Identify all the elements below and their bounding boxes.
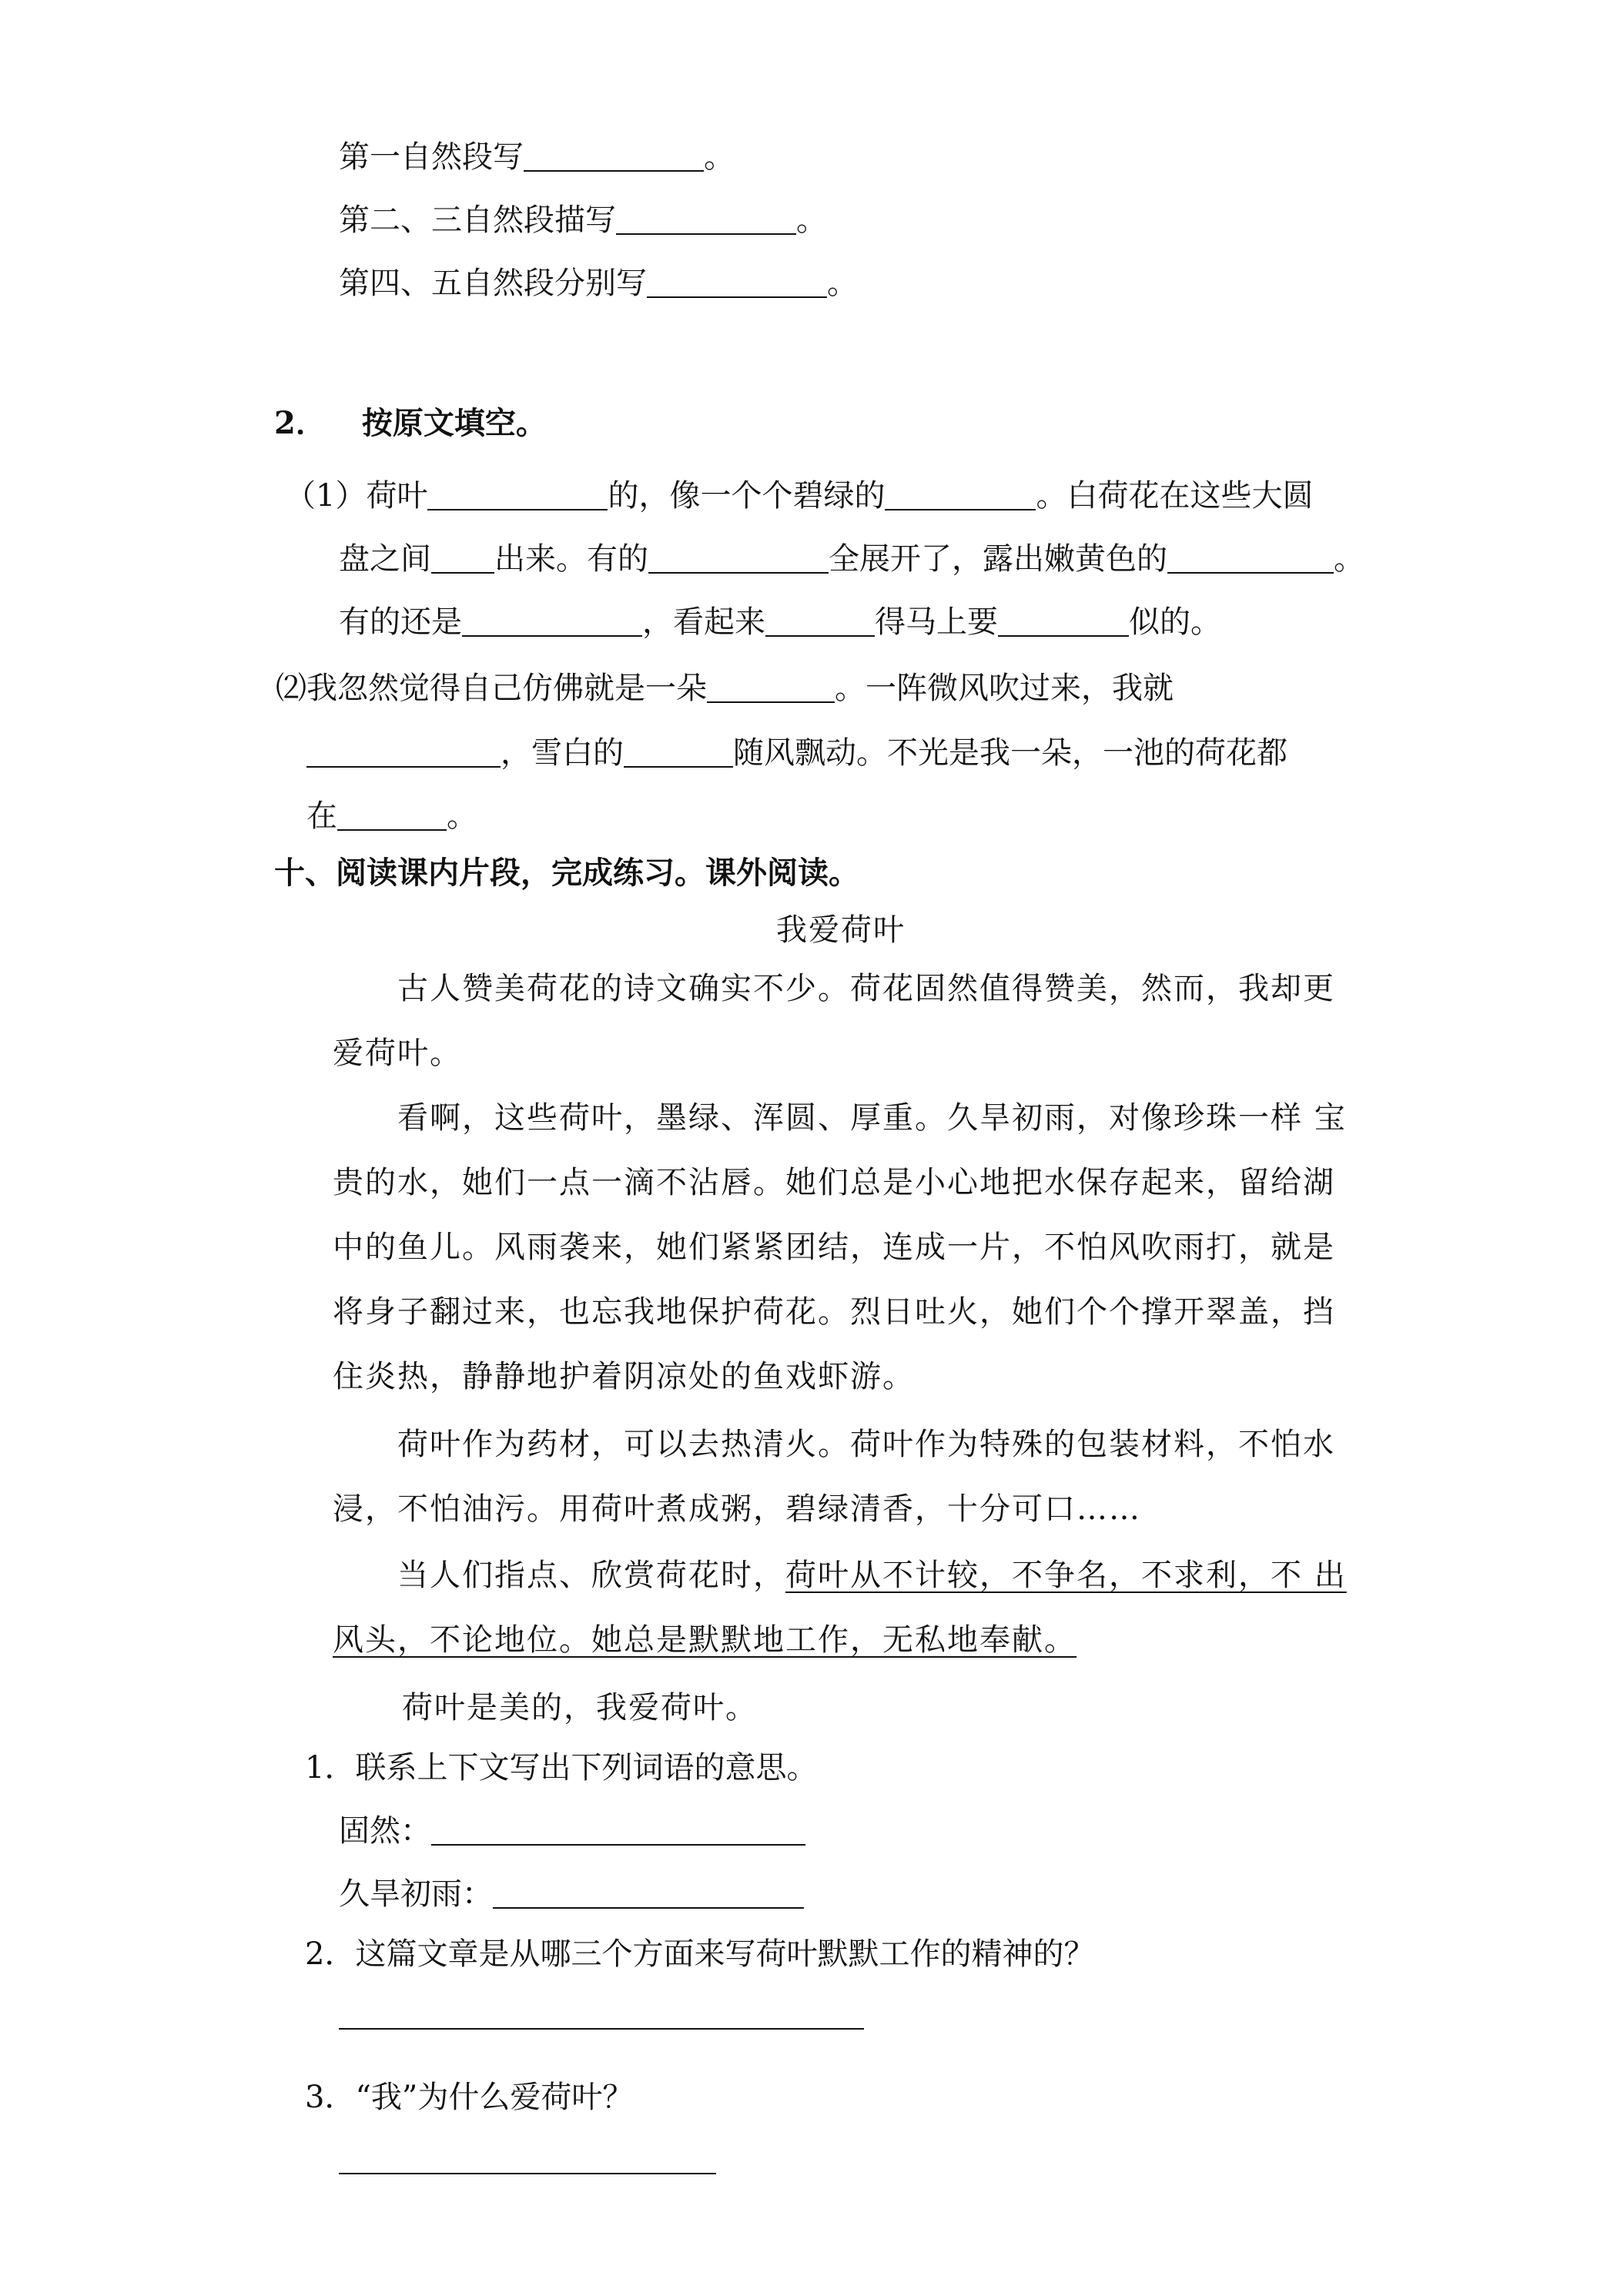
article-line: 住炎热，静静地护着阴凉处的鱼戏虾游。 [333, 1359, 915, 1394]
fill-text: 在 [306, 798, 337, 834]
answer-blank[interactable] [998, 604, 1129, 637]
fill-text: 全展开了，露出嫩黄色的 [829, 541, 1167, 577]
answer-blank[interactable] [427, 478, 608, 510]
part1-line-1 [339, 136, 735, 179]
fill-text: 似的。 [1129, 604, 1221, 640]
part1-line-1-text: 第一自然段写 [339, 139, 524, 175]
answer-blank[interactable] [431, 541, 494, 574]
fill-text: （1）荷叶 [285, 478, 428, 514]
fill-text: ，雪白的 [501, 735, 624, 771]
article-title: 我爱荷叶 [776, 912, 906, 948]
q2-number: 2． [274, 405, 326, 441]
article-line: 贵的水，她们一点一滴不沾唇。她们总是小心地把水保存起来，留给湖 [333, 1165, 1335, 1200]
answer-blank[interactable] [647, 266, 827, 298]
underlined-sentence-cont: 风头，不论地位。她总是默默地工作，无私地奉献。 [333, 1622, 1077, 1658]
question-1a-label: 固然： [339, 1813, 431, 1849]
fill-text: 的，像一个个碧绿的 [608, 478, 886, 514]
answer-line[interactable] [339, 2173, 716, 2174]
part1-line-3 [339, 262, 858, 305]
part1-line-1-end: 。 [704, 139, 735, 175]
article-line: 看啊，这些荷叶，墨绿、浑圆、厚重。久旱初雨，对像珍珠一样 宝 [397, 1100, 1347, 1136]
answer-blank[interactable] [493, 1876, 804, 1909]
answer-blank[interactable] [885, 478, 1036, 510]
fill-text: 。一阵微风吹过来，我就 [835, 671, 1174, 706]
answer-blank[interactable] [616, 202, 796, 235]
q2-p1-line-1 [285, 474, 1313, 517]
answer-blank[interactable] [306, 735, 501, 768]
answer-blank[interactable] [431, 1813, 805, 1846]
answer-blank[interactable] [337, 798, 447, 831]
underlined-sentence: 荷叶从不计较，不争名，不求利，不 出 [785, 1558, 1347, 1593]
answer-blank[interactable] [1167, 541, 1334, 574]
question-1: 1．联系上下文写出下列词语的意思。 [305, 1750, 818, 1786]
answer-blank[interactable] [765, 604, 875, 637]
part1-line-2 [339, 199, 827, 242]
answer-blank[interactable] [462, 604, 642, 637]
q2-p2-line-2 [306, 731, 1287, 775]
fill-text: 盘之间 [339, 541, 431, 577]
part1-line-2-end: 。 [796, 202, 827, 238]
article-line: 爱荷叶。 [333, 1036, 462, 1071]
article-line: 将身子翻过来，也忘我地保护荷花。烈日吐火，她们个个撑开翠盖，挡 [333, 1294, 1335, 1330]
answer-blank[interactable] [624, 735, 733, 768]
fill-text: ⑵我忽然觉得自己仿佛就是一朵 [276, 671, 707, 706]
fill-text: 。 [447, 798, 477, 834]
question-3: 3．“我”为什么爱荷叶？ [305, 2080, 634, 2115]
q2-heading [274, 402, 547, 445]
fill-text: 有的还是 [339, 604, 462, 640]
answer-line[interactable] [339, 2028, 864, 2030]
q2-p2-line-1 [276, 667, 1174, 710]
part1-line-3-text: 第四、五自然段分别写 [339, 266, 647, 301]
question-2: 2．这篇文章是从哪三个方面来写荷叶默默工作的精神的？ [305, 1936, 1095, 1972]
fill-text: ，看起来 [642, 604, 765, 640]
article-line [333, 1618, 1077, 1662]
question-1b [339, 1873, 804, 1916]
q2-title: 按原文填空。 [361, 405, 547, 441]
question-1a [339, 1809, 805, 1853]
q2-p2-line-3 [306, 795, 477, 838]
q2-p1-line-3 [339, 601, 1221, 644]
q2-p1-line-2 [339, 537, 1364, 581]
part1-line-2-text: 第二、三自然段描写 [339, 202, 616, 238]
article-closing: 荷叶是美的，我爱荷叶。 [402, 1690, 758, 1725]
article-line [397, 1554, 1347, 1597]
article-lead: 当人们指点、欣赏荷花时， [397, 1558, 785, 1593]
answer-blank[interactable] [524, 139, 704, 172]
fill-text: 。白荷花在这些大圆 [1036, 478, 1314, 514]
answer-blank[interactable] [707, 671, 835, 703]
article-line: 浸，不怕油污。用荷叶煮成粥，碧绿清香，十分可口…… [333, 1491, 1141, 1527]
fill-text: 随风飘动。不光是我一朵，一池的荷花都 [733, 735, 1287, 771]
part1-line-3-end: 。 [827, 266, 858, 301]
article-line: 古人赞美荷花的诗文确实不少。荷花固然值得赞美，然而，我却更 [397, 971, 1335, 1006]
article-line: 中的鱼儿。风雨袭来，她们紧紧团结，连成一片，不怕风吹雨打，就是 [333, 1230, 1335, 1265]
article-line: 荷叶作为药材，可以去热清火。荷叶作为特殊的包装材料，不怕水 [397, 1427, 1335, 1462]
answer-blank[interactable] [648, 541, 829, 574]
question-1b-label: 久旱初雨： [339, 1876, 493, 1912]
section-heading: 十、阅读课内片段，完成练习。课外阅读。 [274, 855, 859, 891]
fill-text: 得马上要 [875, 604, 998, 640]
fill-text: 。 [1334, 541, 1364, 577]
fill-text: 出来。有的 [494, 541, 648, 577]
